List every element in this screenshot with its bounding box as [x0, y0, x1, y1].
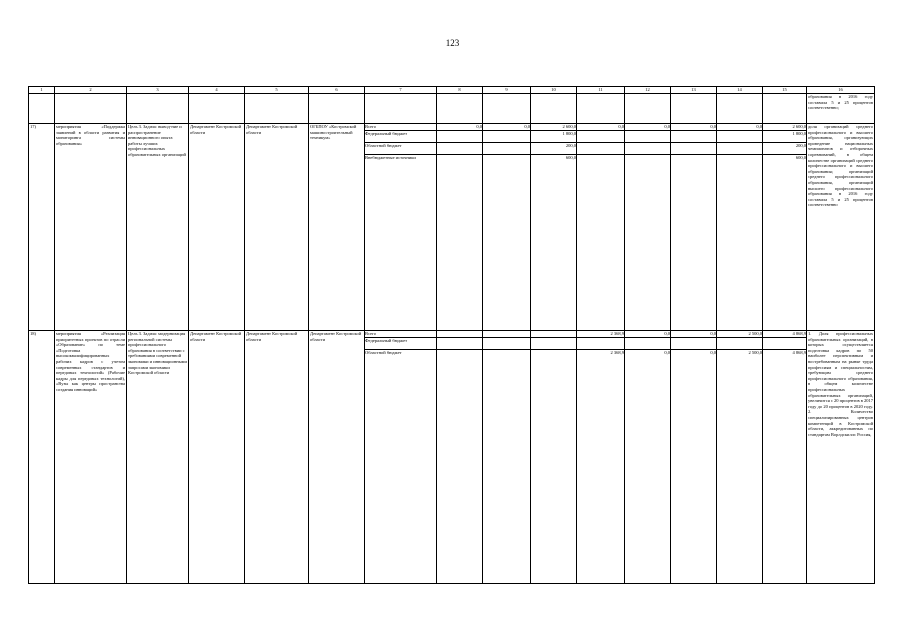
table-row [29, 331, 875, 584]
value-cell [577, 131, 624, 143]
header-cell: 14 [717, 87, 763, 94]
value-cell [625, 131, 670, 143]
value-cell: 0,0 [671, 331, 716, 338]
value-cell [625, 143, 670, 155]
value-cell [671, 155, 716, 166]
header-cell: 8 [437, 87, 483, 94]
value-cell [717, 338, 762, 350]
header-cell: 10 [531, 87, 577, 94]
value-cell [577, 338, 624, 350]
source-label: Всего [365, 124, 436, 131]
value-cell [671, 338, 716, 350]
header-cell: 9 [483, 87, 531, 94]
value-cell [437, 331, 482, 338]
value-cell: 0,0 [437, 124, 482, 131]
value-cell: 0,0 [664, 349, 670, 355]
value-cell [717, 155, 762, 166]
table-row [29, 94, 875, 124]
value-cell: 600,0 [795, 154, 806, 160]
header-cell: 6 [309, 87, 365, 94]
value-cell: 2 600,0 [531, 124, 576, 131]
value-cell: 0,0 [483, 124, 530, 131]
value-cell: 0,0 [717, 124, 762, 131]
value-cell [531, 331, 576, 338]
source-label: Областной бюджет [365, 143, 436, 155]
header-cell: 11 [577, 87, 625, 94]
value-cell: 0,0 [625, 124, 670, 131]
value-cell: 4 868,9 [792, 349, 806, 355]
value-cell: 0,0 [671, 124, 716, 131]
value-cell [483, 143, 530, 155]
header-cell: 16 [807, 87, 875, 94]
value-cell: 2 368,9 [610, 349, 624, 355]
header-cell: 4 [189, 87, 245, 94]
source-label: Областной бюджет [365, 349, 402, 355]
value-cell: 2 600,0 [763, 124, 806, 131]
value-cell [671, 131, 716, 143]
goal-cell: Цель 3. Задача: вывод-ние и распространение инновационного опыта работы лучших профессиональных образовательных организаций [127, 124, 189, 331]
event-cell: мероприятия «Реализация приоритетных проектов по отрасли «Образование» по теме «Подготовка высококвалифицированных рабочих кадров с учетом современных стандартов и передовых технологий» (Рабочие кадры для передовых технологий), «Вузы как центры пространства создания инноваций» [55, 331, 127, 584]
responsible-cell: Департамент Костромской области [245, 124, 309, 331]
value-cell: 2 500,0 [748, 349, 762, 355]
row-number: 18) [29, 331, 55, 584]
value-cell: 200,0 [531, 143, 576, 155]
value-cell: 200,0 [763, 143, 806, 155]
value-cell: 2 368,9 [577, 331, 624, 338]
value-cell [531, 350, 576, 361]
source-label: Внебюджетные источники [365, 154, 416, 160]
source-label: Федеральный бюджет [365, 338, 436, 350]
value-cell [437, 131, 482, 143]
value-cell: 0,0 [577, 124, 624, 131]
header-cell: 15 [763, 87, 807, 94]
value-cell [483, 155, 530, 166]
value-cell [763, 338, 806, 350]
responsible-cell: Департамент Костромской области [245, 331, 309, 584]
participant-cell: Департамент Костромской области [309, 331, 365, 584]
event-cell: мероприятия «Поддержка заявлений в области развития и мониторинга системы образования» [55, 124, 127, 331]
header-cell: 5 [245, 87, 309, 94]
value-cell [483, 350, 530, 361]
header-cell: 2 [55, 87, 127, 94]
program-table [28, 86, 875, 584]
value-cell [437, 155, 482, 166]
header-row [29, 87, 875, 94]
value-cell: 0,0 [710, 349, 716, 355]
value-cell: 0,0 [625, 331, 670, 338]
header-cell: 7 [365, 87, 437, 94]
header-cell: 1 [29, 87, 55, 94]
source-label: Федеральный бюджет [365, 131, 436, 143]
value-cell: 1 800,0 [763, 131, 806, 143]
indicator-cell: 1. Доля профессиональных образовательных организаций, в которых осуществляется подготовка кадров по 50 наиболее перспективным и востребованным на рынке труда профессиям и специальностям, требующим среднего профессионального образования, в общем количестве профессиональных образовательных организаций, увеличится с 20 процентов в 2017 году до 20 процентов в 2020 году. 2. Количество специализированных центров компетенций в Костромской области, аккредитованных по стандартам Ворлдскиллс Россия, [807, 331, 875, 584]
value-cell [577, 143, 624, 155]
value-cell [437, 143, 482, 155]
header-cell: 13 [671, 87, 717, 94]
value-cell [577, 155, 624, 166]
goal-cell: Цель 3. Задача: модернизация региональной системы профессионального образования в соответствии с требованиями современной экономики и инновационными запросами экономики Костромской области [127, 331, 189, 584]
value-cell [483, 338, 530, 350]
value-cell [717, 131, 762, 143]
source-label: Всего [365, 331, 436, 338]
value-cell: 4 868,9 [763, 331, 806, 338]
header-cell: 3 [127, 87, 189, 94]
value-cell [625, 155, 670, 166]
coexecutor-cell: Департамент Костромской области [189, 124, 245, 331]
value-cell: 1 800,0 [531, 131, 576, 143]
indicator-cell: образования в 2016 году составила 5 и 25 процентов соответственно; [807, 94, 875, 124]
table-row [29, 124, 875, 331]
page-number: 123 [445, 38, 460, 48]
value-cell: 2 500,0 [717, 331, 762, 338]
coexecutor-cell: Департамент Костромской области [189, 331, 245, 584]
row-number: 17) [29, 124, 55, 331]
value-cell [671, 143, 716, 155]
value-cell [437, 350, 482, 361]
header-cell: 12 [625, 87, 671, 94]
value-cell [483, 131, 530, 143]
value-cell [717, 143, 762, 155]
value-cell [437, 338, 482, 350]
value-cell: 600,0 [565, 154, 576, 160]
indicator-cell: доля организаций среднего профессионального и высшего образования, организующих проведение национальных чемпионатов и отборочных соревнований, в общем количестве организаций среднего профессионального и высшего образования; организаций среднего профессионального образования, организаций высшего профессионального образования в 2016 году составила 5 и 25 процентов соответственно [807, 124, 875, 331]
value-cell [625, 338, 670, 350]
value-cell [483, 331, 530, 338]
value-cell [531, 338, 576, 350]
participant-cell: ОГБПОУ «Костромской машиностроительный техникум» [309, 124, 365, 331]
